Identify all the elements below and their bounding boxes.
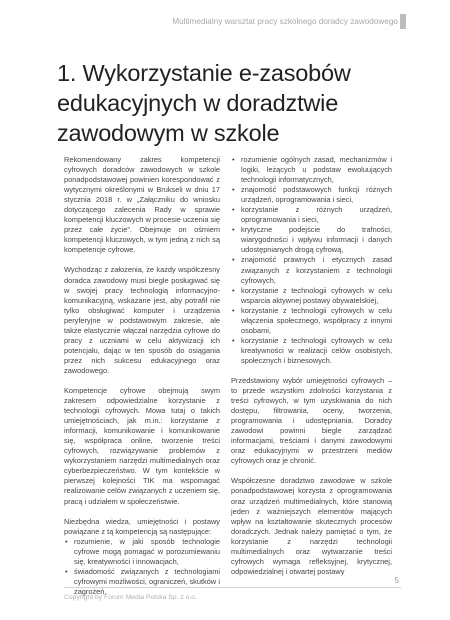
paragraph: Wychodząc z założenia, że każdy współczesny doradca zawodowy musi biegle posługiwać się w swojej pracy technologią informacyjno-komunikacyjną, wskazane jest, aby potrafił nie tylko obsługiwać komputer i urządzenia peryferyjne w podstawowym zakresie, ale także elastycznie włączał narzędzia cyfrowe do pracy z uczniami w celu aktywizacji ich potencjału, dając w ten sposób do osiągania przez nich sukcesu edukacyjnego oraz zawodowego. bbox=[64, 265, 220, 375]
list-item: • rozumienie ogólnych zasad, mechanizmów i logiki, leżących u podstaw ewoluujących technologii informatycznych, bbox=[231, 155, 392, 185]
list-item: • korzystanie z technologii cyfrowych w celu wsparcia aktywnej postawy obywatelskiej, bbox=[231, 286, 392, 306]
list-item: • rozumienie, w jaki sposób technologie cyfrowe mogą pomagać w porozumiewaniu się, kreatywności i innowacjach, bbox=[64, 537, 220, 567]
header-marker bbox=[400, 14, 406, 29]
paragraph: Przedstawiony wybór umiejętności cyfrowych – to przede wszystkim zdolności korzystania z treści cyfrowych, w tym uzyskiwania do nich dostępu, filtrowania, oceny, tworzenia, programowania i udostępniania. Doradcy zawodowi powinni biegle zarządzać informacjami, treściami i danymi zawodowymi oraz edukacyjnymi w przestrzeni mediów cyfrowych oraz je chronić. bbox=[231, 375, 392, 466]
paragraph: Niezbędna wiedza, umiejętności i postawy powiązane z tą kompetencją są następujące: bbox=[64, 516, 220, 536]
right-column bbox=[231, 155, 392, 587]
list-item: • znajomość prawnych i etycznych zasad związanych z korzystaniem z technologii cyfrowych, bbox=[231, 255, 392, 285]
list-item: • krytyczne podejście do trafności, wiarygodności i wpływu informacji i danych udostępnianych drogą cyfrową, bbox=[231, 225, 392, 255]
page-number: 5 bbox=[394, 576, 399, 585]
footer-divider bbox=[64, 587, 401, 588]
list-item: • świadomość związanych z technologiami cyfrowymi możliwości, ograniczeń, skutków i zagrożeń, bbox=[64, 567, 220, 597]
left-column bbox=[64, 155, 220, 607]
list-item: • korzystanie z technologii cyfrowych w celu włączenia społecznego, współpracy z innymi osobami, bbox=[231, 306, 392, 336]
footer-copyright: Copyright by Forum Media Polska Sp. z o.o. bbox=[64, 594, 197, 601]
bullet-list bbox=[231, 155, 392, 366]
list-item: • korzystanie z technologii cyfrowych w celu kreatywności w realizacji celów osobistych, społecznych i biznesowych. bbox=[231, 336, 392, 366]
paragraph: Rekomendowany zakres kompetencji cyfrowych doradców zawodowych w szkole ponadpodstawowej powinien korespondować z wytycznymi określonymi w Brukseli w dniu 17 stycznia 2018 r. w „Załączniku do wniosku dotyczącego zalecenia Rady w sprawie kompetencji kluczowych w procesie uczenia się przez całe życie”. Obejmuje on ośmiem kompetencji kluczowych, w tym jedną z nich są kompetencje cyfrowe. bbox=[64, 155, 220, 255]
paragraph: Kompetencje cyfrowe obejmują swym zakresem odpowiedzialne korzystanie z technologii cyfrowych. Mowa tutaj o takich umiejętnościach, jak m.in.: korzystanie z informacji, komunikowanie i komunikowanie się, współpraca online, tworzenie treści cyfrowych, rozwiązywanie problemów z wykorzystaniem narzędzi multimedialnych oraz cyberbezpieczeństwo. W tym kontekście w pierwszej kolejności TIK ma wspomagać realizowanie celów związanych z uczeniem się, pracą i udziałem w społeczeństwie. bbox=[64, 385, 220, 506]
running-header: Multimedialny warsztat pracy szkolnego doradcy zawodowego bbox=[172, 17, 398, 26]
list-item: • korzystanie z różnych urządzeń, oprogramowania i sieci, bbox=[231, 205, 392, 225]
list-item: • znajomość podstawowych funkcji różnych urządzeń, oprogramowania i sieci, bbox=[231, 185, 392, 205]
chapter-title: 1. Wykorzystanie e-zasobów edukacyjnych w doradztwie zawodowym w szkole bbox=[57, 60, 351, 146]
paragraph: Współczesne doradztwo zawodowe w szkole ponadpodstawowej korzysta z oprogramowania oraz urządzeń multimedialnych, które stanowią jeden z ważniejszych elementów mających wpływ na kształtowanie skutecznych procesów doradczych. Jednak należy pamiętać o tym, że korzystanie z narzędzi technologii multimedialnych oraz wytwarzanie treści cyfrowych wymaga refleksyjnej, krytycznej, odpowiedzialnej i otwartej postawy bbox=[231, 476, 392, 576]
